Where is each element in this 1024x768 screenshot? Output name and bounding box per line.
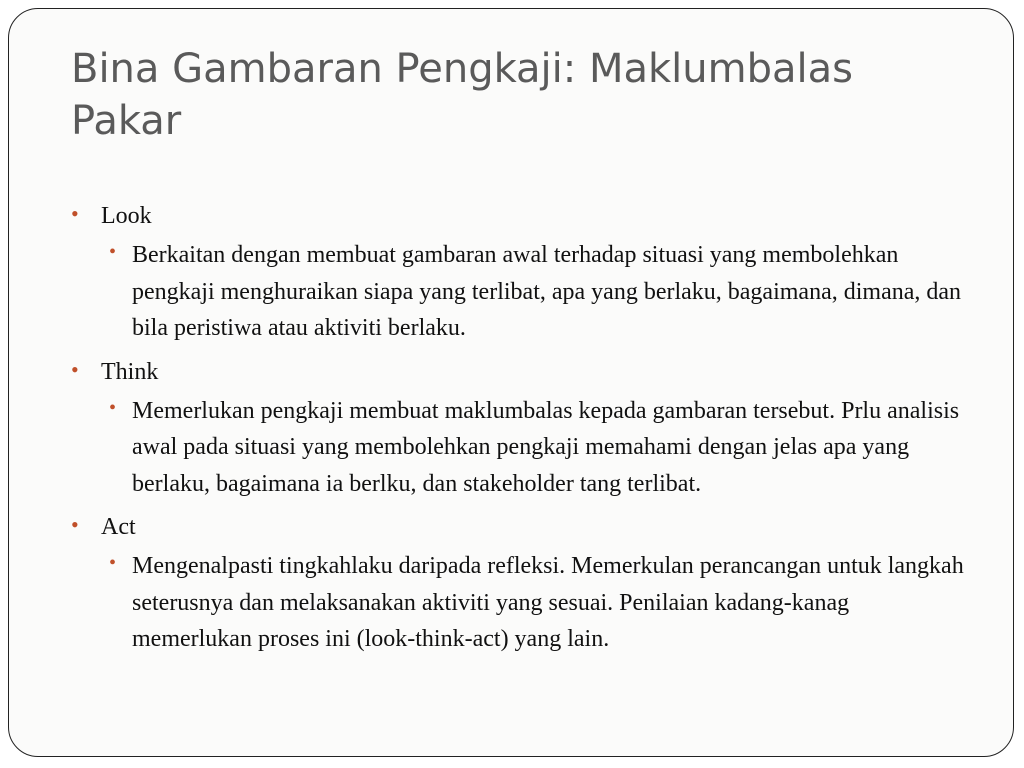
bullet-item-act — [71, 510, 971, 544]
bullet-dot-icon: • — [71, 201, 79, 226]
sub-bullet-text: Mengenalpasti tingkahlaku daripada refleksi. Memerkulan perancangan untuk langkah seterusnya dan melaksanakan aktiviti yang sesuai. Penilaian kadang-kanag memerlukan proses ini (look-think-act) yang lain. — [132, 553, 964, 652]
bullet-dot-icon: • — [71, 512, 79, 537]
bullet-label: Think — [101, 358, 159, 385]
sub-bullet-text: Memerlukan pengkaji membuat maklumbalas kepada gambaran tersebut. Prlu analisis awal pada situasi yang membolehkan pengkaji memahami dengan jelas apa yang berlaku, bagaimana ia berlku, dan stakeholder tang terlibat. — [132, 397, 960, 497]
bullet-dot-icon: • — [109, 552, 117, 574]
bullet-dot-icon: • — [109, 241, 117, 263]
bullet-dot-icon: • — [71, 356, 79, 382]
bullet-item-think — [71, 355, 971, 389]
sub-bullet-think — [71, 393, 971, 503]
bullet-label: Look — [101, 203, 152, 229]
bullet-label: Act — [101, 514, 136, 540]
sub-bullet-text: Berkaitan dengan membuat gambaran awal terhadap situasi yang membolehkan pengkaji menghuraikan siapa yang terlibat, apa yang berlaku, bagaimana, dimana, dan bila peristiwa atau aktiviti berlaku. — [132, 242, 962, 341]
bullet-list — [71, 199, 971, 666]
sub-bullet-look — [71, 237, 971, 347]
bullet-item-look — [71, 199, 971, 233]
bullet-dot-icon: • — [109, 396, 117, 419]
slide-title: Bina Gambaran Pengkaji: Maklumbalas Pakar — [71, 46, 853, 144]
slide-frame — [8, 8, 1014, 757]
sub-bullet-act — [71, 548, 971, 658]
